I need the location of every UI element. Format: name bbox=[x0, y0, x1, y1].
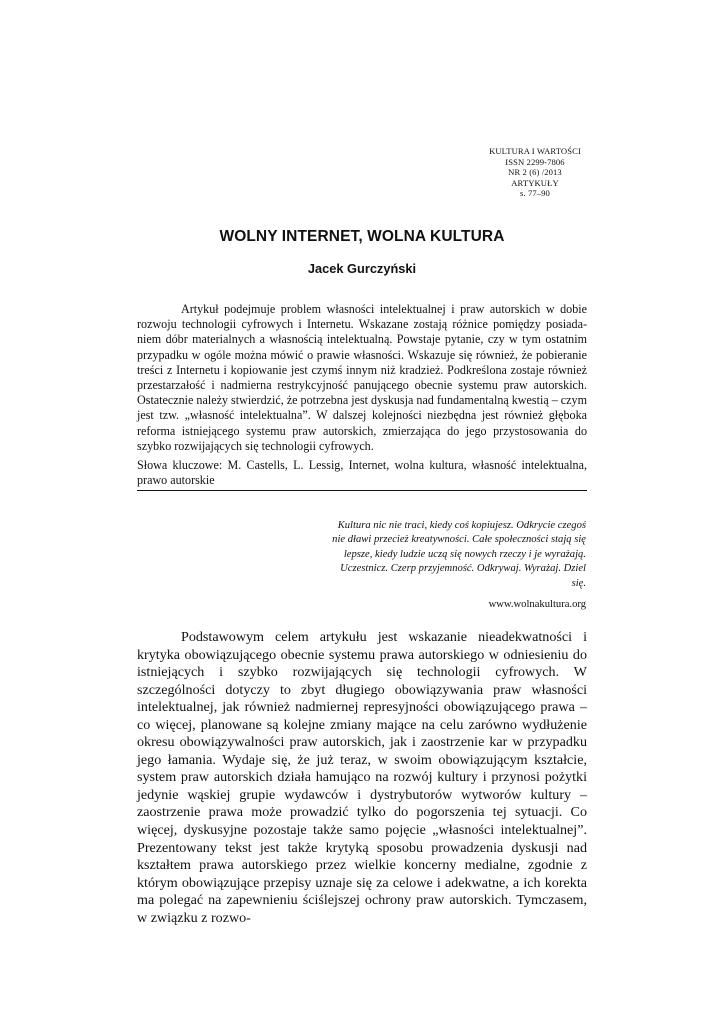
article-title: WOLNY INTERNET, WOLNA KULTURA bbox=[219, 228, 505, 245]
abstract-paragraph: Artykuł podejmuje problem własności intelektualnej i praw autorskich w dobie rozwoju technologii cyfrowych i Internetu. Wskazane zostają różnice pomiędzy posiadaniem dóbr materialnych a własnością intelektualną. Powstaje pytanie, czy w tym ostatnim przypadku w ogóle można mówić o prawie własności. Wskazuje się również, że pobieranie treści z Internetu i kopiowanie jest czymś innym niż kradzież. Podkreślona zostaje również przestarzałość i nadmierna restrykcyjność panującego obecnie systemu praw autorskich. Ostatecznie należy stwierdzić, że potrzebna jest dyskusja nad fundamentalną kwestią – czym jest tzw. „własność intelektualna”. W dalszej kolejności niezbędna jest również głęboka reforma istniejącego systemu praw autorskich, zmierzająca do jego przystosowania do szybko rozwijających się technologii cyfrowych. bbox=[137, 302, 587, 453]
journal-info-block bbox=[472, 146, 598, 199]
keywords-line: Słowa kluczowe: M. Castells, L. Lessig, Internet, wolna kultura, własność intelektualna, prawo autorskie bbox=[137, 458, 587, 491]
body-paragraph: Podstawowym celem artykułu jest wskazanie nieadekwatności i krytyka obowiązującego obecnie systemu prawa autorskiego w odniesieniu do istniejących i szybko rozwijających się technologii cyfrowych. W szczególności dotyczy to zbyt długiego obowiązywania praw własności intelektualnej, jak również nadmiernej represyjności obowiązującego prawa – co więcej, planowane są kolejne zmiany mające na celu zarówno wydłużenie okresu obowiązywalności praw autorskich, jak i zaostrzenie kar w przypadku jego łamania. Wydaje się, że już teraz, w swoim obowiązującym kształcie, system praw autorskich działa hamująco na rozwój kultury i przynosi pożytki jedynie wąskiej grupie wydawców i dystrybutorów wytworów kultury – zaostrzenie prawa może prowadzić tylko do pogorszenia tej sytuacji. Co więcej, dyskusyjne pozostaje także samo pojęcie „własności intelektualnej”. Prezentowany tekst jest także krytyką sposobu prowadzenia dyskusji nad kształtem prawa autorskiego przez wielkie koncerny medialne, zgodnie z którym obowiązujące przepisy uznaje się za celowe i adekwatne, a ich korekta ma polegać na zapewnieniu ściślejszej ochrony praw autorskich. Tymczasem, w związku z rozwo- bbox=[137, 629, 587, 926]
journal-section: ARTYKUŁY bbox=[511, 177, 559, 188]
motto-source: www.wolnakultura.org bbox=[488, 599, 586, 610]
journal-pages: s. 77–90 bbox=[520, 188, 550, 198]
journal-issn: ISSN 2299-7806 bbox=[505, 156, 565, 167]
motto-quote: Kultura nic nie traci, kiedy coś kopiujesz. Odkrycie czegoś nie dławi przecież kreatywności. Całe społeczności stają się lepsze, kiedy ludzie uczą się nowych rzeczy i je wyrażają. Uczestnicz. Czerp przyjemność. Odkrywaj. Wyrażaj. Dziel się. bbox=[332, 520, 586, 589]
article-author: Jacek Gurczyński bbox=[307, 261, 417, 276]
journal-name: KULTURA I WARTOŚCI bbox=[489, 146, 581, 156]
journal-issue: NR 2 (6) /2013 bbox=[508, 167, 562, 177]
